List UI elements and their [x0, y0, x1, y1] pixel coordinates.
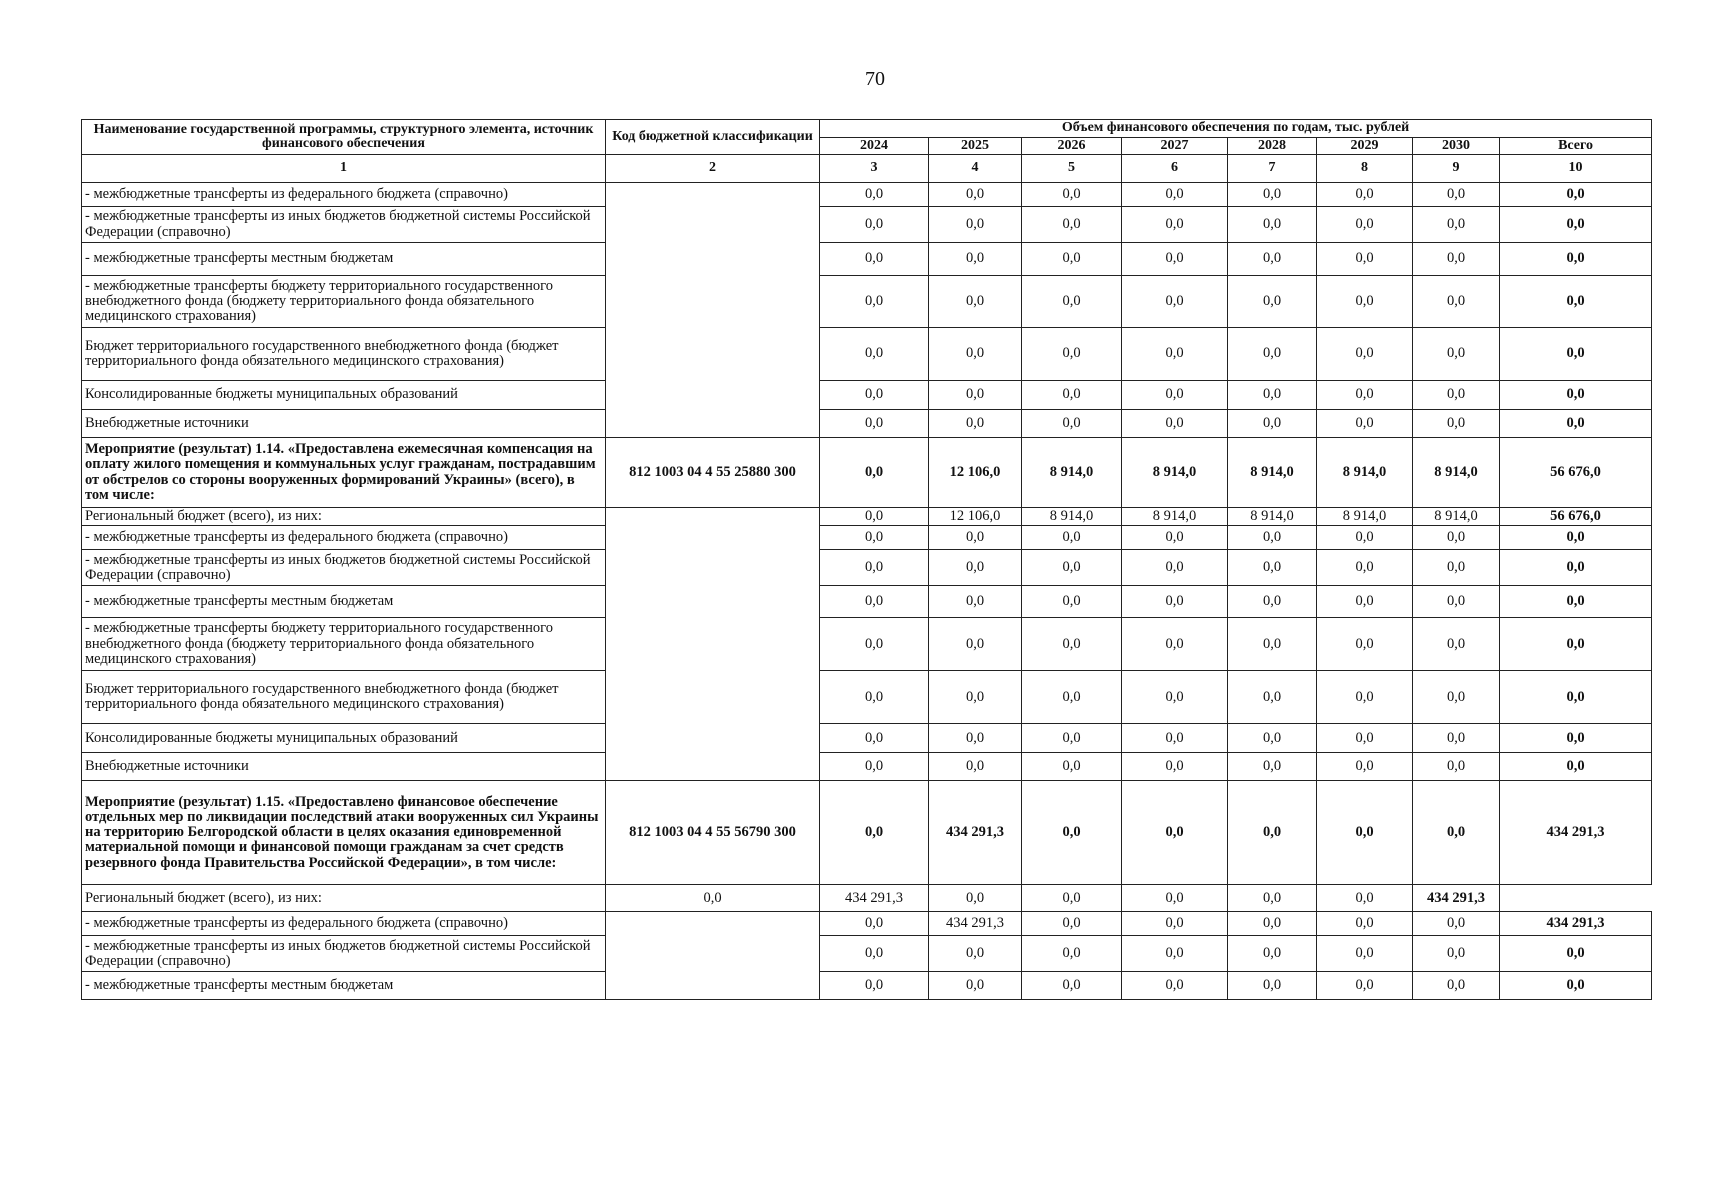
header-year: 2030: [1413, 137, 1500, 155]
year-value: 0,0: [1228, 618, 1317, 671]
year-value: 0,0: [820, 671, 929, 724]
year-value: 0,0: [1122, 885, 1228, 912]
table-row: [82, 671, 1652, 724]
year-value: 0,0: [1228, 936, 1317, 972]
year-value: 0,0: [1228, 781, 1317, 885]
row-total: 0,0: [1500, 328, 1652, 381]
row-total: 0,0: [1500, 276, 1652, 328]
row-name: - межбюджетные трансферты из иных бюджетов бюджетной системы Российской Федерации (справочно): [82, 550, 606, 586]
header-year: 2028: [1228, 137, 1317, 155]
year-value: 0,0: [929, 410, 1022, 438]
column-number: 7: [1228, 155, 1317, 183]
column-number: 9: [1413, 155, 1500, 183]
year-value: 0,0: [1413, 781, 1500, 885]
column-number: 1: [82, 155, 606, 183]
row-total: 434 291,3: [1413, 885, 1500, 912]
row-name: - межбюджетные трансферты из иных бюджетов бюджетной системы Российской Федерации (справочно): [82, 207, 606, 243]
year-value: 0,0: [1413, 618, 1500, 671]
year-value: 0,0: [1317, 781, 1413, 885]
year-value: 0,0: [1228, 243, 1317, 276]
table-row: [82, 243, 1652, 276]
column-number: 4: [929, 155, 1022, 183]
year-value: 0,0: [1022, 912, 1122, 936]
year-value: 8 914,0: [1317, 438, 1413, 508]
year-value: 8 914,0: [1228, 438, 1317, 508]
year-value: 0,0: [1228, 885, 1317, 912]
header-row-1: [82, 120, 1652, 138]
year-value: 0,0: [1122, 526, 1228, 550]
measure-row: [82, 781, 1652, 885]
year-value: 0,0: [1228, 207, 1317, 243]
year-value: 12 106,0: [929, 508, 1022, 526]
row-total: 0,0: [1500, 671, 1652, 724]
row-total: 0,0: [1500, 410, 1652, 438]
year-value: 0,0: [1022, 243, 1122, 276]
year-value: 0,0: [820, 410, 929, 438]
row-total: 0,0: [1500, 936, 1652, 972]
year-value: 0,0: [1413, 936, 1500, 972]
year-value: 0,0: [1228, 724, 1317, 753]
row-total: 0,0: [1500, 183, 1652, 207]
year-value: 8 914,0: [1122, 508, 1228, 526]
table-row: [82, 410, 1652, 438]
year-value: 0,0: [1228, 550, 1317, 586]
year-value: 0,0: [1228, 972, 1317, 1000]
year-value: 0,0: [1122, 724, 1228, 753]
year-value: 0,0: [1122, 243, 1228, 276]
year-value: 0,0: [1022, 586, 1122, 618]
year-value: 0,0: [1317, 183, 1413, 207]
year-value: 8 914,0: [1022, 508, 1122, 526]
year-value: 0,0: [1022, 207, 1122, 243]
year-value: 0,0: [1022, 526, 1122, 550]
header-volume: Объем финансового обеспечения по годам, тыс. рублей: [820, 120, 1652, 138]
row-total: 0,0: [1500, 550, 1652, 586]
year-value: 0,0: [1122, 671, 1228, 724]
row-name: Мероприятие (результат) 1.15. «Предоставлено финансовое обеспечение отдельных мер по ликвидации последствий атаки вооруженных сил Украины на территорию Белгородской области в целях оказания единовременной материальной помощи и финансовой помощи гражданам за счет средств резервного фонда Правительства Российской Федерации», в том числе:: [82, 781, 606, 885]
table-row: [82, 381, 1652, 410]
budget-code: 812 1003 04 4 55 25880 300: [606, 438, 820, 508]
budget-code-empty: [606, 183, 820, 438]
year-value: 0,0: [1317, 526, 1413, 550]
year-value: 0,0: [1317, 936, 1413, 972]
year-value: 0,0: [1317, 328, 1413, 381]
row-name: - межбюджетные трансферты бюджету территориального государственного внебюджетного фонда (бюджету территориального фонда обязательного медицинского страхования): [82, 276, 606, 328]
year-value: 0,0: [820, 526, 929, 550]
year-value: 0,0: [1122, 207, 1228, 243]
year-value: 0,0: [1122, 586, 1228, 618]
year-value: 0,0: [1317, 381, 1413, 410]
year-value: 434 291,3: [929, 781, 1022, 885]
year-value: 0,0: [1413, 526, 1500, 550]
year-value: 0,0: [1317, 912, 1413, 936]
row-total: 0,0: [1500, 586, 1652, 618]
year-value: 0,0: [1413, 243, 1500, 276]
page-number: 70: [865, 68, 885, 90]
year-value: 0,0: [1022, 328, 1122, 381]
year-value: 0,0: [1122, 972, 1228, 1000]
year-value: 434 291,3: [929, 912, 1022, 936]
year-value: 0,0: [820, 972, 929, 1000]
budget-code-empty: [606, 508, 820, 781]
year-value: 8 914,0: [1317, 508, 1413, 526]
column-number: 10: [1500, 155, 1652, 183]
year-value: 0,0: [1413, 183, 1500, 207]
year-value: 0,0: [820, 381, 929, 410]
header-year: 2027: [1122, 137, 1228, 155]
year-value: 0,0: [1317, 671, 1413, 724]
year-value: 0,0: [1022, 550, 1122, 586]
table-row: [82, 618, 1652, 671]
year-value: 0,0: [1022, 753, 1122, 781]
year-value: 0,0: [1022, 381, 1122, 410]
year-value: 0,0: [1022, 885, 1122, 912]
table-row: [82, 550, 1652, 586]
column-number: 5: [1022, 155, 1122, 183]
row-name: Внебюджетные источники: [82, 753, 606, 781]
year-value: 0,0: [1228, 381, 1317, 410]
year-value: 0,0: [929, 328, 1022, 381]
table-row: [82, 276, 1652, 328]
header-year: 2026: [1022, 137, 1122, 155]
year-value: 0,0: [1122, 936, 1228, 972]
year-value: 0,0: [1317, 276, 1413, 328]
year-value: 0,0: [1317, 550, 1413, 586]
year-value: 0,0: [1413, 410, 1500, 438]
financing-table: [81, 119, 1652, 1000]
row-total: 0,0: [1500, 526, 1652, 550]
year-value: 0,0: [820, 243, 929, 276]
year-value: 0,0: [1413, 586, 1500, 618]
row-total: 434 291,3: [1500, 912, 1652, 936]
table-row: [82, 936, 1652, 972]
table-row: [82, 912, 1652, 936]
row-name: Внебюджетные источники: [82, 410, 606, 438]
year-value: 0,0: [1317, 885, 1413, 912]
year-value: 0,0: [929, 753, 1022, 781]
column-number: 3: [820, 155, 929, 183]
year-value: 0,0: [1228, 753, 1317, 781]
table-row: [82, 586, 1652, 618]
row-name: - межбюджетные трансферты бюджету территориального государственного внебюджетного фонда (бюджету территориального фонда обязательного медицинского страхования): [82, 618, 606, 671]
row-total: 0,0: [1500, 243, 1652, 276]
year-value: 0,0: [929, 936, 1022, 972]
year-value: 0,0: [820, 936, 929, 972]
row-total: 0,0: [1500, 207, 1652, 243]
table-row: [82, 753, 1652, 781]
year-value: 0,0: [929, 724, 1022, 753]
row-total: 0,0: [1500, 972, 1652, 1000]
year-value: 0,0: [820, 753, 929, 781]
year-value: 0,0: [1122, 753, 1228, 781]
table-row: [82, 207, 1652, 243]
year-value: 0,0: [1228, 410, 1317, 438]
header-total: Всего: [1500, 137, 1652, 155]
year-value: 0,0: [1228, 912, 1317, 936]
year-value: 0,0: [929, 972, 1022, 1000]
row-name: Бюджет территориального государственного внебюджетного фонда (бюджет территориального фонда обязательного медицинского страхования): [82, 671, 606, 724]
row-total: 434 291,3: [1500, 781, 1652, 885]
row-total: 56 676,0: [1500, 438, 1652, 508]
year-value: 0,0: [1022, 276, 1122, 328]
year-value: 8 914,0: [1413, 508, 1500, 526]
row-name: - межбюджетные трансферты местным бюджетам: [82, 972, 606, 1000]
year-value: 0,0: [1122, 183, 1228, 207]
year-value: 0,0: [820, 183, 929, 207]
year-value: 0,0: [1122, 550, 1228, 586]
year-value: 0,0: [929, 243, 1022, 276]
year-value: 0,0: [820, 550, 929, 586]
year-value: 0,0: [820, 438, 929, 508]
year-value: 0,0: [820, 912, 929, 936]
year-value: 0,0: [1022, 671, 1122, 724]
year-value: 0,0: [1317, 243, 1413, 276]
row-name: Консолидированные бюджеты муниципальных образований: [82, 724, 606, 753]
table-row: [82, 526, 1652, 550]
year-value: 0,0: [1022, 724, 1122, 753]
year-value: 0,0: [929, 207, 1022, 243]
table-row: [82, 183, 1652, 207]
year-value: 0,0: [606, 885, 820, 912]
year-value: 0,0: [1413, 276, 1500, 328]
year-value: 0,0: [929, 183, 1022, 207]
table-row: [82, 885, 1652, 912]
year-value: 0,0: [1228, 526, 1317, 550]
table-row: [82, 972, 1652, 1000]
header-year: 2024: [820, 137, 929, 155]
row-total: 0,0: [1500, 724, 1652, 753]
column-number: 6: [1122, 155, 1228, 183]
year-value: 0,0: [929, 885, 1022, 912]
row-name: - межбюджетные трансферты местным бюджетам: [82, 243, 606, 276]
column-number: 8: [1317, 155, 1413, 183]
row-name: - межбюджетные трансферты из федерального бюджета (справочно): [82, 912, 606, 936]
year-value: 8 914,0: [1022, 438, 1122, 508]
year-value: 0,0: [1228, 183, 1317, 207]
year-value: 0,0: [1022, 972, 1122, 1000]
year-value: 0,0: [1413, 972, 1500, 1000]
year-value: 0,0: [1413, 912, 1500, 936]
year-value: 0,0: [1022, 183, 1122, 207]
table-body: [82, 183, 1652, 1000]
year-value: 0,0: [1317, 410, 1413, 438]
year-value: 0,0: [1317, 753, 1413, 781]
year-value: 0,0: [1022, 936, 1122, 972]
year-value: 0,0: [820, 207, 929, 243]
year-value: 0,0: [1317, 972, 1413, 1000]
year-value: 0,0: [1022, 618, 1122, 671]
year-value: 0,0: [929, 550, 1022, 586]
year-value: 0,0: [929, 381, 1022, 410]
year-value: 0,0: [1228, 671, 1317, 724]
year-value: 8 914,0: [1228, 508, 1317, 526]
year-value: 0,0: [820, 508, 929, 526]
header-year: 2025: [929, 137, 1022, 155]
row-name: Региональный бюджет (всего), из них:: [82, 508, 606, 526]
header-year: 2029: [1317, 137, 1413, 155]
year-value: 0,0: [1413, 550, 1500, 586]
row-total: 56 676,0: [1500, 508, 1652, 526]
year-value: 0,0: [1122, 381, 1228, 410]
year-value: 0,0: [1413, 671, 1500, 724]
year-value: 0,0: [820, 618, 929, 671]
year-value: 0,0: [1122, 912, 1228, 936]
table-row: [82, 724, 1652, 753]
year-value: 8 914,0: [1122, 438, 1228, 508]
year-value: 0,0: [1413, 724, 1500, 753]
row-name: - межбюджетные трансферты из иных бюджетов бюджетной системы Российской Федерации (справочно): [82, 936, 606, 972]
year-value: 0,0: [1317, 207, 1413, 243]
year-value: 0,0: [929, 276, 1022, 328]
year-value: 0,0: [820, 781, 929, 885]
year-value: 0,0: [1122, 410, 1228, 438]
year-value: 0,0: [1122, 781, 1228, 885]
row-name: - межбюджетные трансферты из федерального бюджета (справочно): [82, 183, 606, 207]
year-value: 0,0: [1122, 328, 1228, 381]
year-value: 0,0: [1022, 410, 1122, 438]
year-value: 0,0: [929, 586, 1022, 618]
row-total: 0,0: [1500, 618, 1652, 671]
year-value: 0,0: [1413, 381, 1500, 410]
row-name: Региональный бюджет (всего), из них:: [82, 885, 606, 912]
year-value: 0,0: [929, 526, 1022, 550]
year-value: 0,0: [1228, 276, 1317, 328]
row-name: Бюджет территориального государственного внебюджетного фонда (бюджет территориального фонда обязательного медицинского страхования): [82, 328, 606, 381]
year-value: 0,0: [1413, 753, 1500, 781]
year-value: 0,0: [929, 671, 1022, 724]
year-value: 12 106,0: [929, 438, 1022, 508]
year-value: 0,0: [1022, 781, 1122, 885]
year-value: 0,0: [820, 276, 929, 328]
row-name: Мероприятие (результат) 1.14. «Предоставлена ежемесячная компенсация на оплату жилого помещения и коммунальных услуг гражданам, пострадавшим от обстрелов со стороны вооруженных формирований Украины» (всего), в том числе:: [82, 438, 606, 508]
year-value: 0,0: [1317, 724, 1413, 753]
year-value: 0,0: [1122, 276, 1228, 328]
year-value: 0,0: [1228, 586, 1317, 618]
budget-code-empty: [606, 912, 820, 1000]
header-code: Код бюджетной классификации: [606, 120, 820, 155]
year-value: 8 914,0: [1413, 438, 1500, 508]
year-value: 0,0: [929, 618, 1022, 671]
row-total: 0,0: [1500, 381, 1652, 410]
row-name: - межбюджетные трансферты местным бюджетам: [82, 586, 606, 618]
year-value: 0,0: [1228, 328, 1317, 381]
row-total: 0,0: [1500, 753, 1652, 781]
table-row: [82, 328, 1652, 381]
measure-row: [82, 438, 1652, 508]
header-column-numbers: [82, 155, 1652, 183]
row-name: Консолидированные бюджеты муниципальных образований: [82, 381, 606, 410]
year-value: 0,0: [1413, 328, 1500, 381]
year-value: 434 291,3: [820, 885, 929, 912]
year-value: 0,0: [1122, 618, 1228, 671]
year-value: 0,0: [820, 586, 929, 618]
year-value: 0,0: [1413, 207, 1500, 243]
year-value: 0,0: [820, 328, 929, 381]
year-value: 0,0: [1317, 586, 1413, 618]
budget-code: 812 1003 04 4 55 56790 300: [606, 781, 820, 885]
row-name: - межбюджетные трансферты из федерального бюджета (справочно): [82, 526, 606, 550]
header-name: Наименование государственной программы, структурного элемента, источник финансового обеспечения: [82, 120, 606, 155]
table-row: [82, 508, 1652, 526]
year-value: 0,0: [1317, 618, 1413, 671]
year-value: 0,0: [820, 724, 929, 753]
column-number: 2: [606, 155, 820, 183]
